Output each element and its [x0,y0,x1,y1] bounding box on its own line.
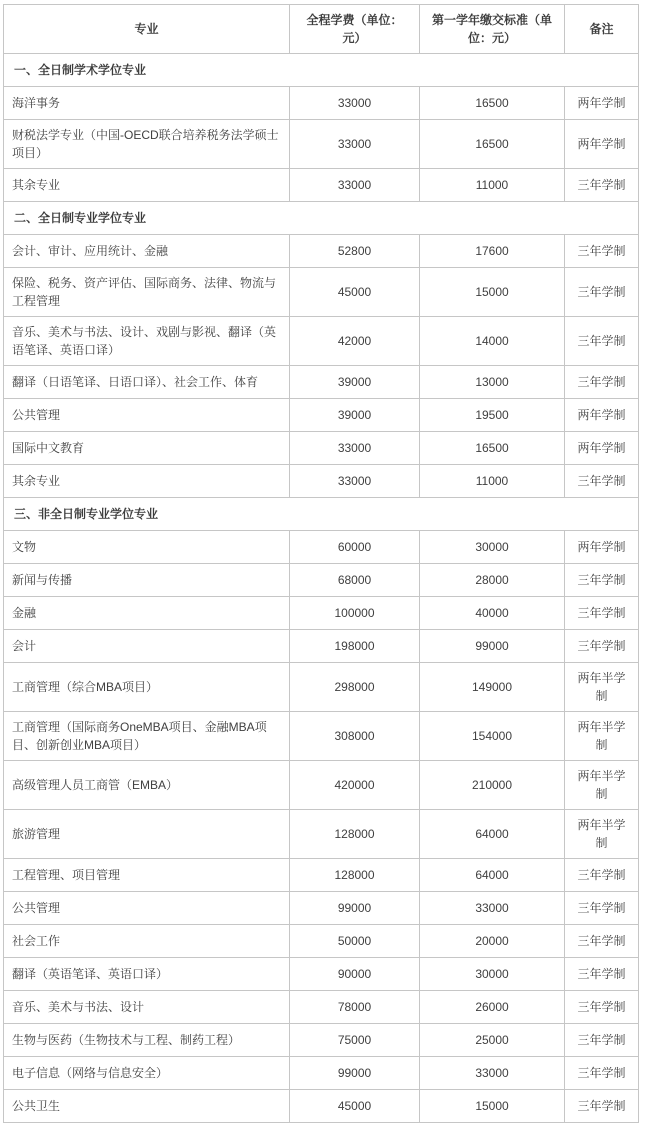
table-row [4,991,639,1024]
first-year-fee-cell: 11000 [420,169,565,202]
first-year-fee-cell: 99000 [420,630,565,663]
table-row [4,235,639,268]
first-year-fee-cell: 15000 [420,1090,565,1123]
first-year-fee-cell: 16500 [420,87,565,120]
major-cell: 生物与医药（生物技术与工程、制药工程） [4,1024,290,1057]
note-cell: 两年学制 [565,399,639,432]
total-fee-cell: 308000 [290,712,420,761]
first-year-fee-cell: 64000 [420,810,565,859]
table-row [4,925,639,958]
table-row [4,564,639,597]
first-year-fee-cell: 17600 [420,235,565,268]
section-title: 一、全日制学术学位专业 [4,54,639,87]
total-fee-cell: 42000 [290,317,420,366]
first-year-fee-cell: 13000 [420,366,565,399]
major-cell: 电子信息（网络与信息安全） [4,1057,290,1090]
table-row [4,1024,639,1057]
first-year-fee-cell: 30000 [420,531,565,564]
column-header-major: 专业 [4,5,290,54]
major-cell: 保险、税务、资产评估、国际商务、法律、物流与工程管理 [4,268,290,317]
note-cell: 两年半学制 [565,712,639,761]
first-year-fee-cell: 40000 [420,597,565,630]
major-cell: 音乐、美术与书法、设计、戏剧与影视、翻译（英语笔译、英语口译） [4,317,290,366]
table-row [4,1057,639,1090]
first-year-fee-cell: 20000 [420,925,565,958]
total-fee-cell: 33000 [290,120,420,169]
note-cell: 两年半学制 [565,663,639,712]
note-cell: 三年学制 [565,465,639,498]
note-cell: 三年学制 [565,925,639,958]
note-cell: 三年学制 [565,317,639,366]
note-cell: 两年半学制 [565,761,639,810]
table-row [4,958,639,991]
first-year-fee-cell: 14000 [420,317,565,366]
table-row [4,317,639,366]
note-cell: 三年学制 [565,597,639,630]
table-row [4,432,639,465]
total-fee-cell: 298000 [290,663,420,712]
total-fee-cell: 50000 [290,925,420,958]
table-row [4,120,639,169]
total-fee-cell: 420000 [290,761,420,810]
note-cell: 三年学制 [565,564,639,597]
total-fee-cell: 78000 [290,991,420,1024]
first-year-fee-cell: 16500 [420,432,565,465]
major-cell: 新闻与传播 [4,564,290,597]
first-year-fee-cell: 64000 [420,859,565,892]
first-year-fee-cell: 26000 [420,991,565,1024]
total-fee-cell: 99000 [290,1057,420,1090]
section-header-row [4,498,639,531]
table-row [4,810,639,859]
table-row [4,87,639,120]
major-cell: 公共卫生 [4,1090,290,1123]
note-cell: 三年学制 [565,991,639,1024]
note-cell: 三年学制 [565,366,639,399]
major-cell: 音乐、美术与书法、设计 [4,991,290,1024]
note-cell: 两年学制 [565,432,639,465]
major-cell: 翻译（英语笔译、英语口译） [4,958,290,991]
table-row [4,366,639,399]
total-fee-cell: 68000 [290,564,420,597]
major-cell: 会计、审计、应用统计、金融 [4,235,290,268]
total-fee-cell: 39000 [290,399,420,432]
major-cell: 金融 [4,597,290,630]
section-title: 三、非全日制专业学位专业 [4,498,639,531]
note-cell: 两年学制 [565,531,639,564]
first-year-fee-cell: 33000 [420,1057,565,1090]
table-row [4,892,639,925]
total-fee-cell: 90000 [290,958,420,991]
first-year-fee-cell: 149000 [420,663,565,712]
table-body [4,54,639,1123]
first-year-fee-cell: 210000 [420,761,565,810]
first-year-fee-cell: 19500 [420,399,565,432]
total-fee-cell: 128000 [290,859,420,892]
major-cell: 社会工作 [4,925,290,958]
major-cell: 其余专业 [4,169,290,202]
major-cell: 海洋事务 [4,87,290,120]
note-cell: 两年半学制 [565,810,639,859]
column-header-first-year-fee: 第一学年缴交标准（单位：元） [420,5,565,54]
total-fee-cell: 45000 [290,1090,420,1123]
major-cell: 财税法学专业（中国-OECD联合培养税务法学硕士项目） [4,120,290,169]
first-year-fee-cell: 16500 [420,120,565,169]
note-cell: 三年学制 [565,1057,639,1090]
table-row [4,531,639,564]
note-cell: 两年学制 [565,87,639,120]
major-cell: 公共管理 [4,892,290,925]
section-title: 二、全日制专业学位专业 [4,202,639,235]
note-cell: 三年学制 [565,1090,639,1123]
tuition-fee-table [3,4,639,1123]
table-row [4,597,639,630]
note-cell: 三年学制 [565,859,639,892]
first-year-fee-cell: 28000 [420,564,565,597]
major-cell: 工商管理（国际商务OneMBA项目、金融MBA项目、创新创业MBA项目） [4,712,290,761]
total-fee-cell: 128000 [290,810,420,859]
major-cell: 国际中文教育 [4,432,290,465]
total-fee-cell: 39000 [290,366,420,399]
table-row [4,169,639,202]
first-year-fee-cell: 30000 [420,958,565,991]
major-cell: 翻译（日语笔译、日语口译）、社会工作、体育 [4,366,290,399]
table-header-row [4,5,639,54]
column-header-note: 备注 [565,5,639,54]
total-fee-cell: 99000 [290,892,420,925]
first-year-fee-cell: 15000 [420,268,565,317]
total-fee-cell: 198000 [290,630,420,663]
total-fee-cell: 45000 [290,268,420,317]
section-header-row [4,54,639,87]
major-cell: 公共管理 [4,399,290,432]
note-cell: 三年学制 [565,958,639,991]
total-fee-cell: 33000 [290,169,420,202]
first-year-fee-cell: 25000 [420,1024,565,1057]
table-row [4,399,639,432]
first-year-fee-cell: 11000 [420,465,565,498]
column-header-total-fee: 全程学费（单位：元） [290,5,420,54]
table-row [4,465,639,498]
total-fee-cell: 100000 [290,597,420,630]
first-year-fee-cell: 33000 [420,892,565,925]
note-cell: 三年学制 [565,892,639,925]
table-row [4,663,639,712]
major-cell: 其余专业 [4,465,290,498]
total-fee-cell: 75000 [290,1024,420,1057]
total-fee-cell: 33000 [290,87,420,120]
major-cell: 旅游管理 [4,810,290,859]
table-row [4,761,639,810]
major-cell: 高级管理人员工商管（EMBA） [4,761,290,810]
table-row [4,630,639,663]
major-cell: 会计 [4,630,290,663]
first-year-fee-cell: 154000 [420,712,565,761]
note-cell: 三年学制 [565,268,639,317]
table-row [4,268,639,317]
note-cell: 三年学制 [565,1024,639,1057]
table-row [4,859,639,892]
table-row [4,712,639,761]
note-cell: 两年学制 [565,120,639,169]
section-header-row [4,202,639,235]
major-cell: 工程管理、项目管理 [4,859,290,892]
note-cell: 三年学制 [565,169,639,202]
total-fee-cell: 33000 [290,432,420,465]
note-cell: 三年学制 [565,630,639,663]
table-row [4,1090,639,1123]
note-cell: 三年学制 [565,235,639,268]
major-cell: 工商管理（综合MBA项目） [4,663,290,712]
total-fee-cell: 60000 [290,531,420,564]
major-cell: 文物 [4,531,290,564]
total-fee-cell: 33000 [290,465,420,498]
total-fee-cell: 52800 [290,235,420,268]
